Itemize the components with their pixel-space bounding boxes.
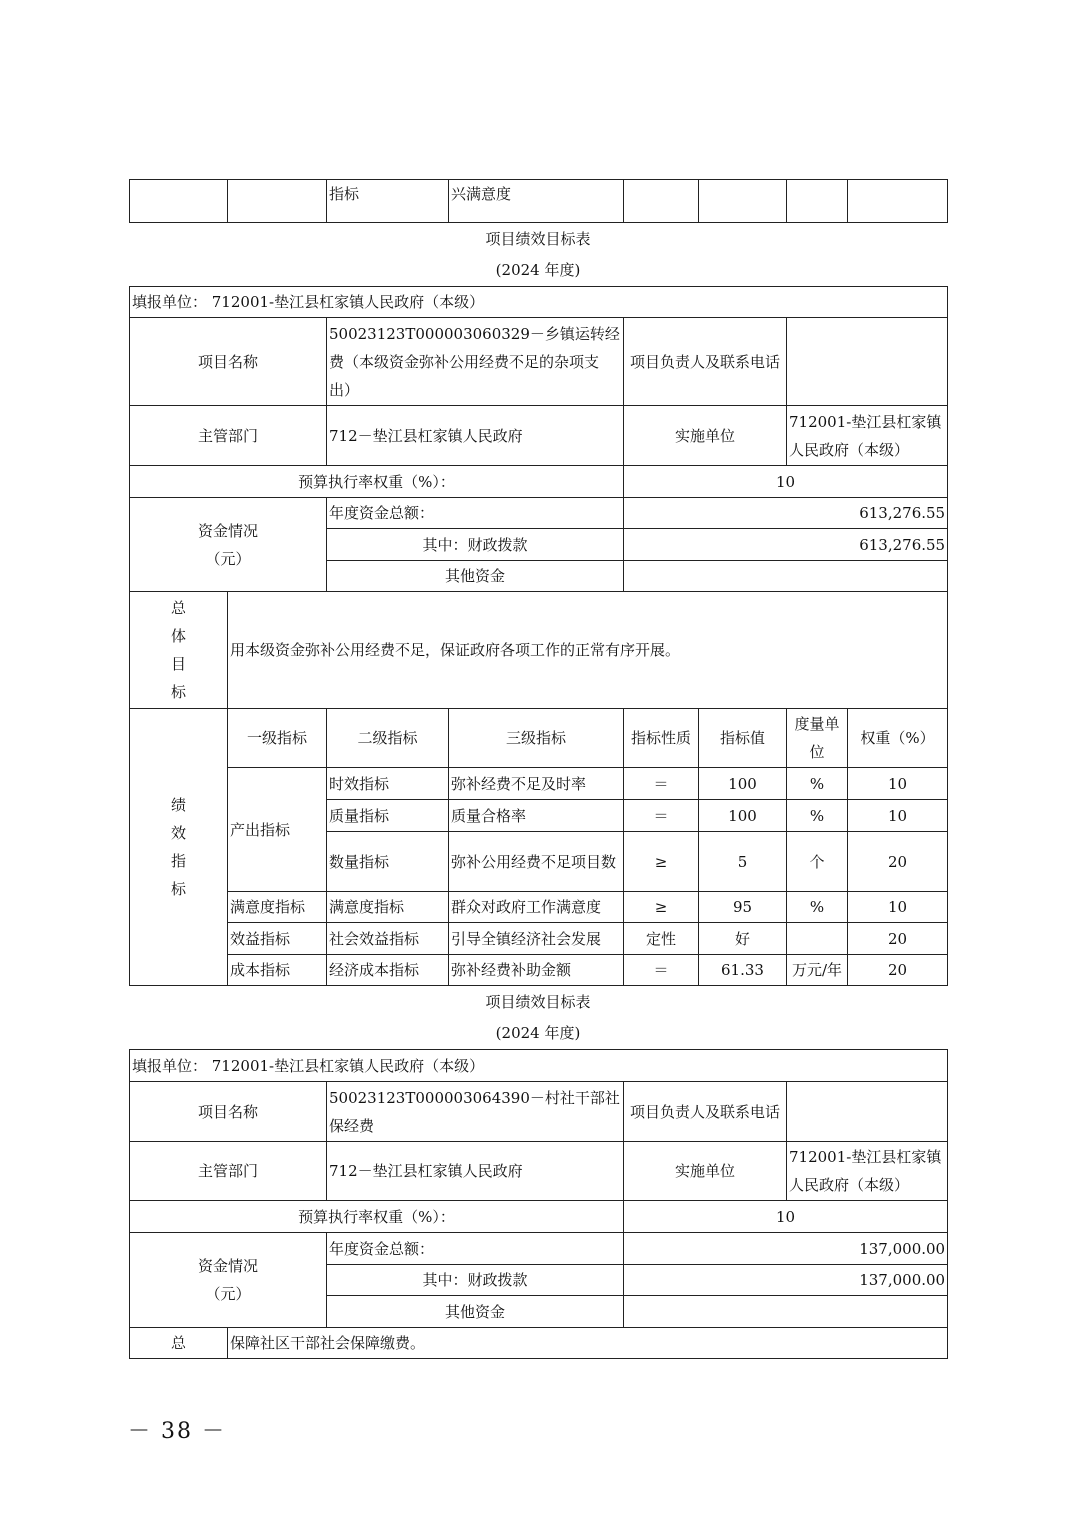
overall-goal-label: 总 <box>130 1328 228 1359</box>
nature-cell: ＝ <box>624 768 699 800</box>
dept-value: 712－垫江县杠家镇人民政府 <box>327 1142 624 1201</box>
nature-cell: ≥ <box>624 832 699 892</box>
fragment-cell <box>787 180 848 223</box>
level3-cell: 弥补经费补助金额 <box>449 955 624 986</box>
unit-cell: 个 <box>787 832 848 892</box>
table-row <box>130 923 948 955</box>
perf-indicator-label <box>130 709 228 986</box>
fragment-col3: 指标 <box>327 180 449 223</box>
overall-goal-text: 保障社区干部社会保障缴费。 <box>228 1328 948 1359</box>
performance-table-1 <box>129 286 948 986</box>
funds-label <box>130 498 327 592</box>
table2-year: (2024 年度) <box>495 1024 581 1042</box>
overall-goal-label <box>130 592 228 709</box>
contact-value <box>787 1082 948 1142</box>
level1-cell: 成本指标 <box>228 955 327 986</box>
goal-label-char: 目 <box>170 655 186 673</box>
budget-weight-value: 10 <box>624 1201 948 1233</box>
page-number: － 38 － <box>128 1419 226 1444</box>
fiscal-funds-value: 613,276.55 <box>624 529 948 561</box>
value-cell: 好 <box>699 923 787 955</box>
unit-cell <box>787 923 848 955</box>
weight-cell: 10 <box>848 892 948 923</box>
project-name-value: 50023123T000003060329－乡镇运转经费（本级资金弥补公用经费不足的杂项支出） <box>327 318 624 406</box>
reporting-unit: 填报单位： 712001-垫江县杠家镇人民政府（本级） <box>130 287 948 318</box>
unit-cell: % <box>787 892 848 923</box>
weight-cell: 20 <box>848 955 948 986</box>
nature-cell: 定性 <box>624 923 699 955</box>
impl-label: 实施单位 <box>624 1142 787 1201</box>
level1-cell: 效益指标 <box>228 923 327 955</box>
level3-cell: 群众对政府工作满意度 <box>449 892 624 923</box>
project-name-value: 50023123T000003064390－村社干部社保经费 <box>327 1082 624 1142</box>
level2-cell: 数量指标 <box>327 832 449 892</box>
header-unit: 度量单位 <box>787 709 848 768</box>
funds-label <box>130 1233 327 1328</box>
budget-weight-label: 预算执行率权重（%）： <box>130 466 624 498</box>
level2-cell: 满意度指标 <box>327 892 449 923</box>
nature-cell: ＝ <box>624 800 699 832</box>
total-funds-label: 年度资金总额： <box>327 498 624 529</box>
level3-cell: 弥补公用经费不足项目数 <box>449 832 624 892</box>
other-funds-value <box>624 1296 948 1328</box>
value-cell: 61.33 <box>699 955 787 986</box>
header-level2: 二级指标 <box>327 709 449 768</box>
reporting-unit: 填报单位： 712001-垫江县杠家镇人民政府（本级） <box>130 1050 948 1082</box>
funds-label-line1: 资金情况 <box>197 1257 258 1275</box>
perf-label-char: 标 <box>170 880 186 898</box>
level1-cell: 满意度指标 <box>228 892 327 923</box>
total-funds-value: 613,276.55 <box>624 498 948 529</box>
level2-cell: 社会效益指标 <box>327 923 449 955</box>
overall-goal-text: 用本级资金弥补公用经费不足，保证政府各项工作的正常有序开展。 <box>228 592 948 709</box>
total-funds-value: 137,000.00 <box>624 1233 948 1265</box>
fiscal-funds-label: 其中：财政拨款 <box>327 1265 624 1296</box>
table2-title: 项目绩效目标表 <box>485 993 591 1011</box>
unit-cell: % <box>787 768 848 800</box>
funds-label-line2: （元） <box>205 549 251 568</box>
goal-label-char: 体 <box>170 627 186 645</box>
unit-cell: 万元/年 <box>787 955 848 986</box>
value-cell: 5 <box>699 832 787 892</box>
weight-cell: 20 <box>848 923 948 955</box>
contact-value <box>787 318 948 406</box>
fragment-cell <box>848 180 948 223</box>
fragment-cell <box>624 180 699 223</box>
header-nature: 指标性质 <box>624 709 699 768</box>
perf-label-char: 指 <box>170 852 186 870</box>
other-funds-value <box>624 561 948 592</box>
fragment-cell <box>228 180 327 223</box>
dept-label: 主管部门 <box>130 406 327 466</box>
value-cell: 95 <box>699 892 787 923</box>
goal-label-char: 标 <box>170 683 186 701</box>
weight-cell: 10 <box>848 800 948 832</box>
weight-cell: 10 <box>848 768 948 800</box>
impl-value: 712001-垫江县杠家镇人民政府（本级） <box>787 1142 948 1201</box>
funds-label-line2: （元） <box>205 1285 251 1303</box>
other-funds-label: 其他资金 <box>327 1296 624 1328</box>
level2-cell: 质量指标 <box>327 800 449 832</box>
project-name-label: 项目名称 <box>130 1082 327 1142</box>
project-name-label: 项目名称 <box>130 318 327 406</box>
nature-cell: ≥ <box>624 892 699 923</box>
level3-cell: 质量合格率 <box>449 800 624 832</box>
table-row <box>130 955 948 986</box>
unit-cell: % <box>787 800 848 832</box>
dept-value: 712－垫江县杠家镇人民政府 <box>327 406 624 466</box>
dept-label: 主管部门 <box>130 1142 327 1201</box>
table1-year: (2024 年度) <box>495 261 581 279</box>
perf-label-char: 绩 <box>170 796 186 814</box>
value-cell: 100 <box>699 768 787 800</box>
fragment-cell <box>130 180 228 223</box>
table-row <box>130 892 948 923</box>
contact-label: 项目负责人及联系电话 <box>624 1082 787 1142</box>
perf-label-char: 效 <box>170 824 186 842</box>
header-level1: 一级指标 <box>228 709 327 768</box>
top-fragment-table <box>129 179 948 223</box>
header-weight: 权重（%） <box>848 709 948 768</box>
other-funds-label: 其他资金 <box>327 561 624 592</box>
table1-title: 项目绩效目标表 <box>485 230 591 248</box>
fiscal-funds-label: 其中：财政拨款 <box>327 529 624 561</box>
fragment-col4: 兴满意度 <box>449 180 624 223</box>
value-cell: 100 <box>699 800 787 832</box>
goal-label-char: 总 <box>170 599 186 617</box>
contact-label: 项目负责人及联系电话 <box>624 318 787 406</box>
level3-cell: 弥补经费不足及时率 <box>449 768 624 800</box>
performance-table-2 <box>129 1049 948 1359</box>
fragment-cell <box>699 180 787 223</box>
header-level3: 三级指标 <box>449 709 624 768</box>
level2-cell: 时效指标 <box>327 768 449 800</box>
funds-label-line1: 资金情况 <box>197 521 258 540</box>
nature-cell: ＝ <box>624 955 699 986</box>
table-row <box>130 768 948 800</box>
weight-cell: 20 <box>848 832 948 892</box>
budget-weight-label: 预算执行率权重（%）： <box>130 1201 624 1233</box>
level1-cell: 产出指标 <box>228 768 327 892</box>
total-funds-label: 年度资金总额： <box>327 1233 624 1265</box>
level2-cell: 经济成本指标 <box>327 955 449 986</box>
level3-cell: 引导全镇经济社会发展 <box>449 923 624 955</box>
fiscal-funds-value: 137,000.00 <box>624 1265 948 1296</box>
header-value: 指标值 <box>699 709 787 768</box>
impl-label: 实施单位 <box>624 406 787 466</box>
budget-weight-value: 10 <box>624 466 948 498</box>
impl-value: 712001-垫江县杠家镇人民政府（本级） <box>787 406 948 466</box>
